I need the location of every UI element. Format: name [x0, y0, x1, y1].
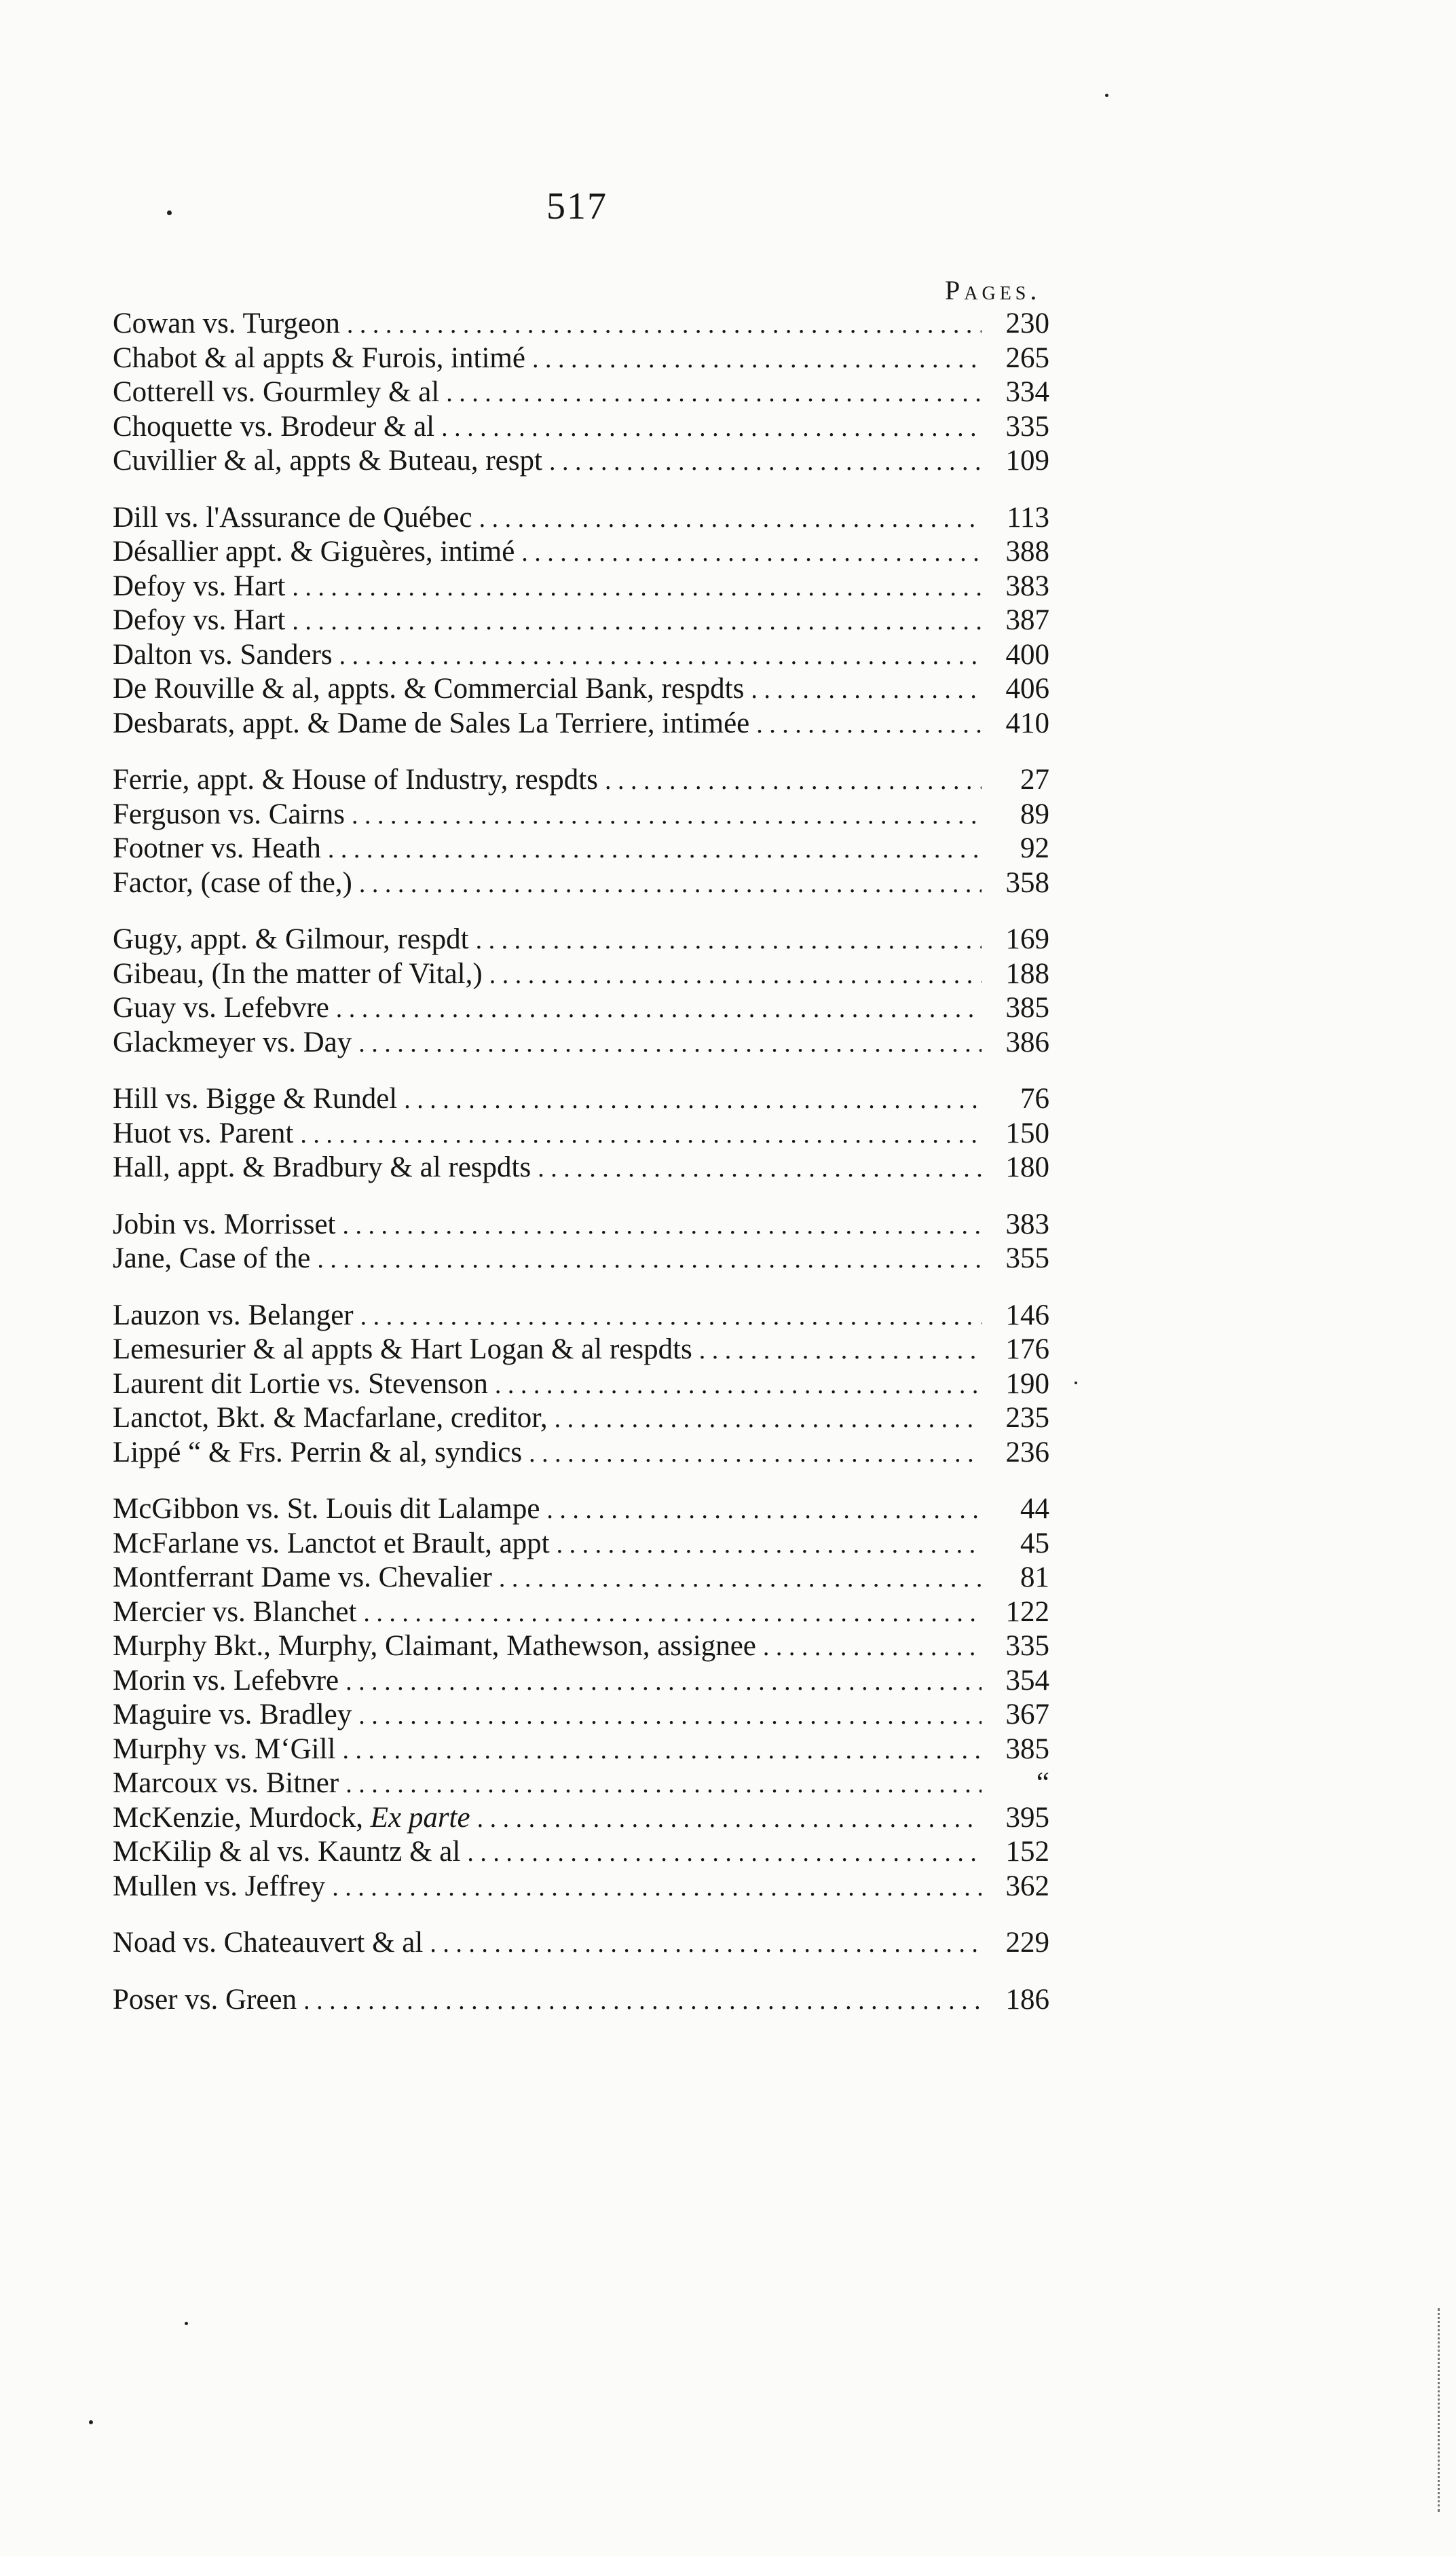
index-entry: [113, 1367, 1049, 1402]
case-name: [113, 1299, 354, 1333]
dot-leader: [446, 376, 982, 411]
page-ref: 388: [1005, 536, 1049, 568]
index-entry: [113, 1766, 1049, 1801]
index-entry: [113, 375, 1049, 410]
case-name: [113, 672, 744, 707]
case-name: [113, 535, 515, 570]
index-entry: [113, 1527, 1049, 1561]
case-name-text: Dill vs. l'Assurance de Québec: [113, 501, 472, 534]
index-entry: [113, 1983, 1049, 2018]
case-name-text: Morin vs. Lefebvre: [113, 1664, 339, 1697]
page-ref: 410: [1005, 707, 1049, 739]
index-entry: [113, 501, 1049, 536]
index-entry: [113, 672, 1049, 707]
case-name-text: Hill vs. Bigge & Rundel: [113, 1083, 398, 1115]
dot-leader: [358, 1699, 982, 1733]
index-entry: [113, 570, 1049, 604]
index-entry: [113, 1801, 1049, 1836]
case-name: [113, 410, 434, 445]
page-ref: 385: [1005, 1733, 1049, 1765]
case-name: [113, 866, 352, 901]
index-entry: [113, 1664, 1049, 1699]
case-name-text: Jane, Case of the: [113, 1242, 311, 1274]
case-name: [113, 1801, 470, 1836]
case-name-text: Defoy vs. Hart: [113, 570, 286, 602]
case-name: [113, 1629, 756, 1664]
page-ref: 76: [1020, 1083, 1049, 1115]
case-name-text: Factor, (case of the,): [113, 866, 352, 899]
case-name-text: Lanctot, Bkt. & Macfarlane, creditor,: [113, 1402, 548, 1434]
case-name: [113, 1561, 492, 1595]
case-name-text: Desbarats, appt. & Dame de Sales La Terriere, intimée: [113, 707, 750, 739]
case-name: [113, 307, 340, 341]
index-group: [113, 923, 1049, 1060]
case-name: [113, 707, 749, 741]
dot-leader: [404, 1083, 982, 1117]
index-entry: [113, 991, 1049, 1026]
case-name: [113, 1026, 352, 1060]
case-name-text: Choquette vs. Brodeur & al: [113, 410, 435, 443]
case-name-text: Gibeau, (In the matter of Vital,): [113, 957, 483, 990]
page-ref: 92: [1020, 832, 1049, 864]
case-name-text: Lemesurier & al appts & Hart Logan & al respdts: [113, 1333, 692, 1365]
page-ref: 152: [1005, 1836, 1049, 1868]
index-entry: [113, 638, 1049, 673]
case-name-text: McFarlane vs. Lanctot et Brault, appt: [113, 1527, 550, 1559]
dot-leader: [303, 1984, 982, 2018]
case-name-text: Jobin vs. Morrisset: [113, 1208, 336, 1240]
index-entry: [113, 798, 1049, 832]
case-name-text: Murphy Bkt., Murphy, Claimant, Mathewson, assignee: [113, 1630, 756, 1662]
case-name: [113, 1401, 548, 1436]
index-entry: [113, 341, 1049, 376]
case-name-text: Ferrie, appt. & House of Industry, respdts: [113, 764, 598, 796]
dot-leader: [336, 992, 982, 1026]
index-entry: [113, 832, 1049, 866]
dot-leader: [546, 1493, 982, 1527]
index-entry: [113, 923, 1049, 957]
page-ref: 190: [1005, 1367, 1049, 1400]
case-name: [113, 1595, 356, 1630]
case-name: [113, 1698, 352, 1733]
dot-leader: [342, 1208, 982, 1243]
page-ref: 176: [1005, 1333, 1049, 1365]
case-name-text: Chabot & al appts & Furois, intimé: [113, 341, 525, 374]
case-name-text: Poser vs. Green: [113, 1983, 297, 2016]
page-ref: 335: [1005, 410, 1049, 443]
dot-leader: [555, 1402, 982, 1437]
dot-leader: [529, 1437, 982, 1471]
case-name: [113, 1242, 310, 1276]
case-name: [113, 1870, 325, 1904]
page-ref: 383: [1005, 1208, 1049, 1240]
dot-leader: [346, 1767, 982, 1802]
case-name: [113, 1208, 335, 1242]
index-group: [113, 1926, 1049, 1961]
dot-leader: [699, 1333, 982, 1368]
dot-leader: [476, 923, 982, 958]
case-name: [113, 1733, 335, 1767]
index-group: [113, 1492, 1049, 1904]
case-name-text: Montferrant Dame vs. Chevalier: [113, 1561, 492, 1593]
case-name: [113, 604, 285, 638]
case-name: [113, 341, 525, 376]
dot-leader: [557, 1527, 982, 1562]
dot-leader: [441, 411, 982, 445]
page-ref: 406: [1005, 673, 1049, 705]
page-number: 517: [546, 185, 608, 227]
case-name-text: Mullen vs. Jeffrey: [113, 1870, 326, 1902]
index-entry: [113, 1698, 1049, 1733]
dot-leader: [521, 536, 982, 570]
index-entry: [113, 535, 1049, 570]
page-ref: 355: [1005, 1242, 1049, 1274]
case-name: [113, 1367, 488, 1402]
page-ref: 27: [1020, 764, 1049, 796]
index-group: [113, 501, 1049, 741]
dot-leader: [342, 1733, 982, 1768]
index-entry: [113, 707, 1049, 741]
dot-leader: [363, 1596, 982, 1631]
dot-leader: [605, 764, 982, 798]
case-name-text: McKilip & al vs. Kauntz & al: [113, 1836, 461, 1868]
case-name-text: Lippé “ & Frs. Perrin & al, syndics: [113, 1436, 523, 1468]
case-name-text: Laurent dit Lortie vs. Stevenson: [113, 1367, 488, 1400]
dot-leader: [339, 639, 982, 673]
dot-leader: [763, 1630, 982, 1665]
case-name-text: Maguire vs. Bradley: [113, 1699, 352, 1730]
dot-leader: [489, 958, 982, 993]
index-group: [113, 1082, 1049, 1185]
case-name: [113, 957, 483, 992]
case-name: [113, 1333, 692, 1367]
page-ref: 367: [1005, 1699, 1049, 1730]
page-ref: 229: [1005, 1927, 1049, 1959]
dot-leader: [332, 1870, 982, 1905]
index-entry: [113, 866, 1049, 901]
page-ref: 180: [1005, 1151, 1049, 1183]
index-entry: [113, 1870, 1049, 1904]
index-entry: [113, 1629, 1049, 1664]
index-group: [113, 1983, 1049, 2018]
case-name-text: Désallier appt. & Giguères, intimé: [113, 536, 515, 568]
index-group: [113, 307, 1049, 479]
page-ref: 186: [1005, 1983, 1049, 2016]
index-group: [113, 1208, 1049, 1276]
dot-leader: [300, 1117, 982, 1152]
dot-leader: [352, 798, 982, 833]
case-name-text: Defoy vs. Hart: [113, 604, 286, 636]
case-name-text: Cotterell vs. Gourmley & al: [113, 376, 440, 408]
dot-leader: [292, 604, 982, 639]
index-entry: [113, 1117, 1049, 1151]
print-speck: [1075, 1382, 1077, 1384]
case-name-text: Glackmeyer vs. Day: [113, 1026, 352, 1058]
case-name-text: Hall, appt. & Bradbury & al respdts: [113, 1151, 531, 1183]
dot-leader: [532, 342, 982, 377]
page-ref: 362: [1005, 1870, 1049, 1902]
print-speck: [185, 2322, 188, 2325]
dot-leader: [756, 707, 982, 742]
case-name: [113, 501, 472, 536]
print-speck: [167, 210, 172, 215]
dot-leader: [292, 570, 982, 605]
case-name: [113, 923, 469, 957]
case-name: [113, 1983, 297, 2018]
case-name: [113, 1766, 339, 1801]
case-name-text: De Rouville & al, appts. & Commercial Bank, respdts: [113, 673, 745, 705]
page-ref: 236: [1005, 1436, 1049, 1468]
page-ref: 265: [1005, 341, 1049, 374]
index-entry: [113, 1242, 1049, 1276]
index-entry: [113, 1436, 1049, 1470]
case-name-text: Murphy vs. M‘Gill: [113, 1733, 336, 1765]
index-entry: [113, 1401, 1049, 1436]
index-entry: [113, 1208, 1049, 1242]
case-name: [113, 375, 439, 410]
case-name-text: Gugy, appt. & Gilmour, respdt: [113, 923, 469, 955]
index-entry: [113, 1733, 1049, 1767]
page-ref: 89: [1020, 798, 1049, 830]
case-name-italic: Ex parte: [370, 1801, 470, 1834]
case-name-text: McGibbon vs. St. Louis dit Lalampe: [113, 1493, 540, 1525]
index-entry: [113, 1926, 1049, 1961]
page-ref: 169: [1005, 923, 1049, 955]
page-ref: 188: [1005, 957, 1049, 990]
case-name-text: Huot vs. Parent: [113, 1117, 294, 1149]
index-entry: [113, 444, 1049, 479]
dot-leader: [360, 1299, 982, 1334]
page-ref: 235: [1005, 1402, 1049, 1434]
index-entry: [113, 1026, 1049, 1060]
page-ref: 385: [1005, 992, 1049, 1024]
case-name-text: Footner vs. Heath: [113, 832, 321, 864]
dot-leader: [346, 1665, 982, 1699]
page-ref: 113: [1007, 501, 1049, 534]
page-ref: 386: [1005, 1026, 1049, 1058]
index-entry: [113, 1835, 1049, 1870]
dot-leader: [359, 867, 982, 902]
index-entry: [113, 1492, 1049, 1527]
dot-leader: [347, 308, 982, 342]
pages-column-header: Pages.: [945, 275, 1041, 305]
index-entry: [113, 1561, 1049, 1595]
index-group: [113, 763, 1049, 900]
page-ref: 354: [1005, 1664, 1049, 1697]
print-speck: [1105, 94, 1108, 97]
case-name: [113, 1527, 550, 1561]
dot-leader: [499, 1561, 982, 1596]
case-name: [113, 991, 329, 1026]
page-ref: 387: [1005, 604, 1049, 636]
page-ref: “: [1036, 1767, 1049, 1799]
index-entry: [113, 307, 1049, 341]
case-name-text: Cuvillier & al, appts & Buteau, respt: [113, 445, 542, 477]
case-name: [113, 1436, 522, 1470]
case-name-text: Lauzon vs. Belanger: [113, 1299, 354, 1331]
page-ref: 44: [1020, 1493, 1049, 1525]
dot-leader: [477, 1802, 982, 1836]
page-ref: 109: [1005, 445, 1049, 477]
index-entry: [113, 1333, 1049, 1367]
case-name-text: Guay vs. Lefebvre: [113, 992, 329, 1024]
print-speck: [89, 2420, 93, 2424]
case-name: [113, 1151, 531, 1185]
case-index: [113, 307, 1049, 2039]
dot-leader: [328, 832, 982, 867]
index-entry: [113, 604, 1049, 638]
page-ref: 358: [1005, 866, 1049, 899]
page-edge-marks: [1438, 2308, 1455, 2512]
dot-leader: [751, 673, 982, 707]
page-ref: 383: [1005, 570, 1049, 602]
case-name-text: McKenzie, Murdock,: [113, 1801, 363, 1834]
dot-leader: [538, 1151, 982, 1186]
case-name: [113, 1835, 460, 1870]
case-name-text: Marcoux vs. Bitner: [113, 1767, 339, 1799]
page-ref: 45: [1020, 1527, 1049, 1559]
case-name: [113, 1082, 397, 1117]
dot-leader: [479, 502, 982, 536]
index-entry: [113, 410, 1049, 445]
page-ref: 146: [1005, 1299, 1049, 1331]
index-entry: [113, 763, 1049, 798]
dot-leader: [495, 1368, 982, 1403]
dot-leader: [358, 1026, 982, 1061]
case-name: [113, 1117, 293, 1151]
dot-leader: [549, 445, 982, 479]
page-ref: 122: [1005, 1595, 1049, 1628]
case-name: [113, 798, 345, 832]
case-name: [113, 570, 285, 604]
index-group: [113, 1299, 1049, 1470]
case-name-text: Dalton vs. Sanders: [113, 638, 333, 671]
page-ref: 395: [1005, 1801, 1049, 1834]
dot-leader: [430, 1927, 982, 1961]
case-name: [113, 1664, 339, 1699]
page-ref: 334: [1005, 376, 1049, 408]
case-name-text: Noad vs. Chateauvert & al: [113, 1927, 424, 1959]
case-name: [113, 638, 333, 673]
case-name-text: Cowan vs. Turgeon: [113, 308, 340, 339]
case-name: [113, 832, 321, 866]
case-name: [113, 1926, 423, 1961]
page-ref: 81: [1020, 1561, 1049, 1593]
case-name: [113, 1492, 540, 1527]
index-entry: [113, 957, 1049, 992]
case-name: [113, 444, 542, 479]
index-entry: [113, 1082, 1049, 1117]
case-name: [113, 763, 598, 798]
index-entry: [113, 1299, 1049, 1333]
dot-leader: [317, 1242, 982, 1277]
page-ref: 230: [1005, 308, 1049, 339]
index-entry: [113, 1595, 1049, 1630]
index-entry: [113, 1151, 1049, 1185]
case-name-text: Mercier vs. Blanchet: [113, 1595, 357, 1628]
page-ref: 150: [1005, 1117, 1049, 1149]
dot-leader: [467, 1836, 982, 1870]
page-ref: 335: [1005, 1630, 1049, 1662]
page-ref: 400: [1005, 638, 1049, 671]
case-name-text: Ferguson vs. Cairns: [113, 798, 346, 830]
